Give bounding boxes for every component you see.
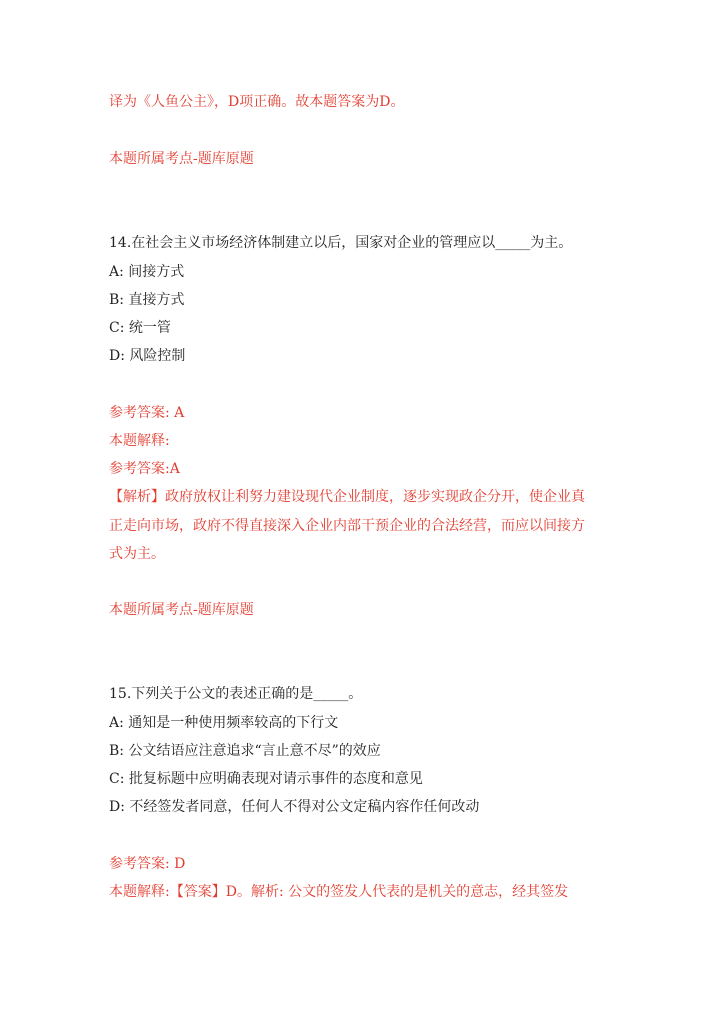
question-14-source-tag: 本题所属考点-题库原题 (109, 602, 254, 618)
question-15-option-c: C: 批复标题中应明确表现对请示事件的态度和意见 (109, 771, 423, 787)
question-14-option-c: C: 统一管 (109, 320, 171, 336)
question-15-explain-line: 本题解释:【答案】D。解析: 公文的签发人代表的是机关的意志，经其签发 (109, 884, 569, 900)
source-tag-top: 本题所属考点-题库原题 (109, 151, 254, 167)
question-14-option-b: B: 直接方式 (109, 292, 185, 308)
question-15-stem: 15.下列关于公文的表述正确的是_____。 (109, 686, 363, 702)
question-14-analysis-line-1: 【解析】政府放权让利努力建设现代企业制度，逐步实现政企分开，使企业真 (109, 489, 585, 505)
explanation-tail: 译为《人鱼公主》，D项正确。故本题答案为D。 (109, 94, 405, 110)
question-15-answer: 参考答案: D (109, 856, 186, 872)
question-14-explain-label: 本题解释: (109, 433, 170, 449)
question-14-analysis-line-2: 正走向市场，政府不得直接深入企业内部干预企业的合法经营，而应以间接方 (109, 518, 585, 534)
question-14-option-d: D: 风险控制 (109, 348, 186, 364)
question-14-option-a: A: 间接方式 (109, 264, 185, 280)
question-14-answer: 参考答案: A (109, 405, 185, 421)
question-14-analysis-line-3: 式为主。 (109, 546, 165, 562)
question-15-option-d: D: 不经签发者同意，任何人不得对公文定稿内容作任何改动 (109, 799, 480, 815)
question-14-stem: 14.在社会主义市场经济体制建立以后，国家对企业的管理应以_____为主。 (109, 235, 573, 251)
question-14-answer-repeat: 参考答案:A (109, 461, 180, 477)
question-15-option-a: A: 通知是一种使用频率较高的下行文 (109, 715, 339, 731)
question-15-option-b: B: 公文结语应注意追求“言止意不尽”的效应 (109, 743, 381, 759)
